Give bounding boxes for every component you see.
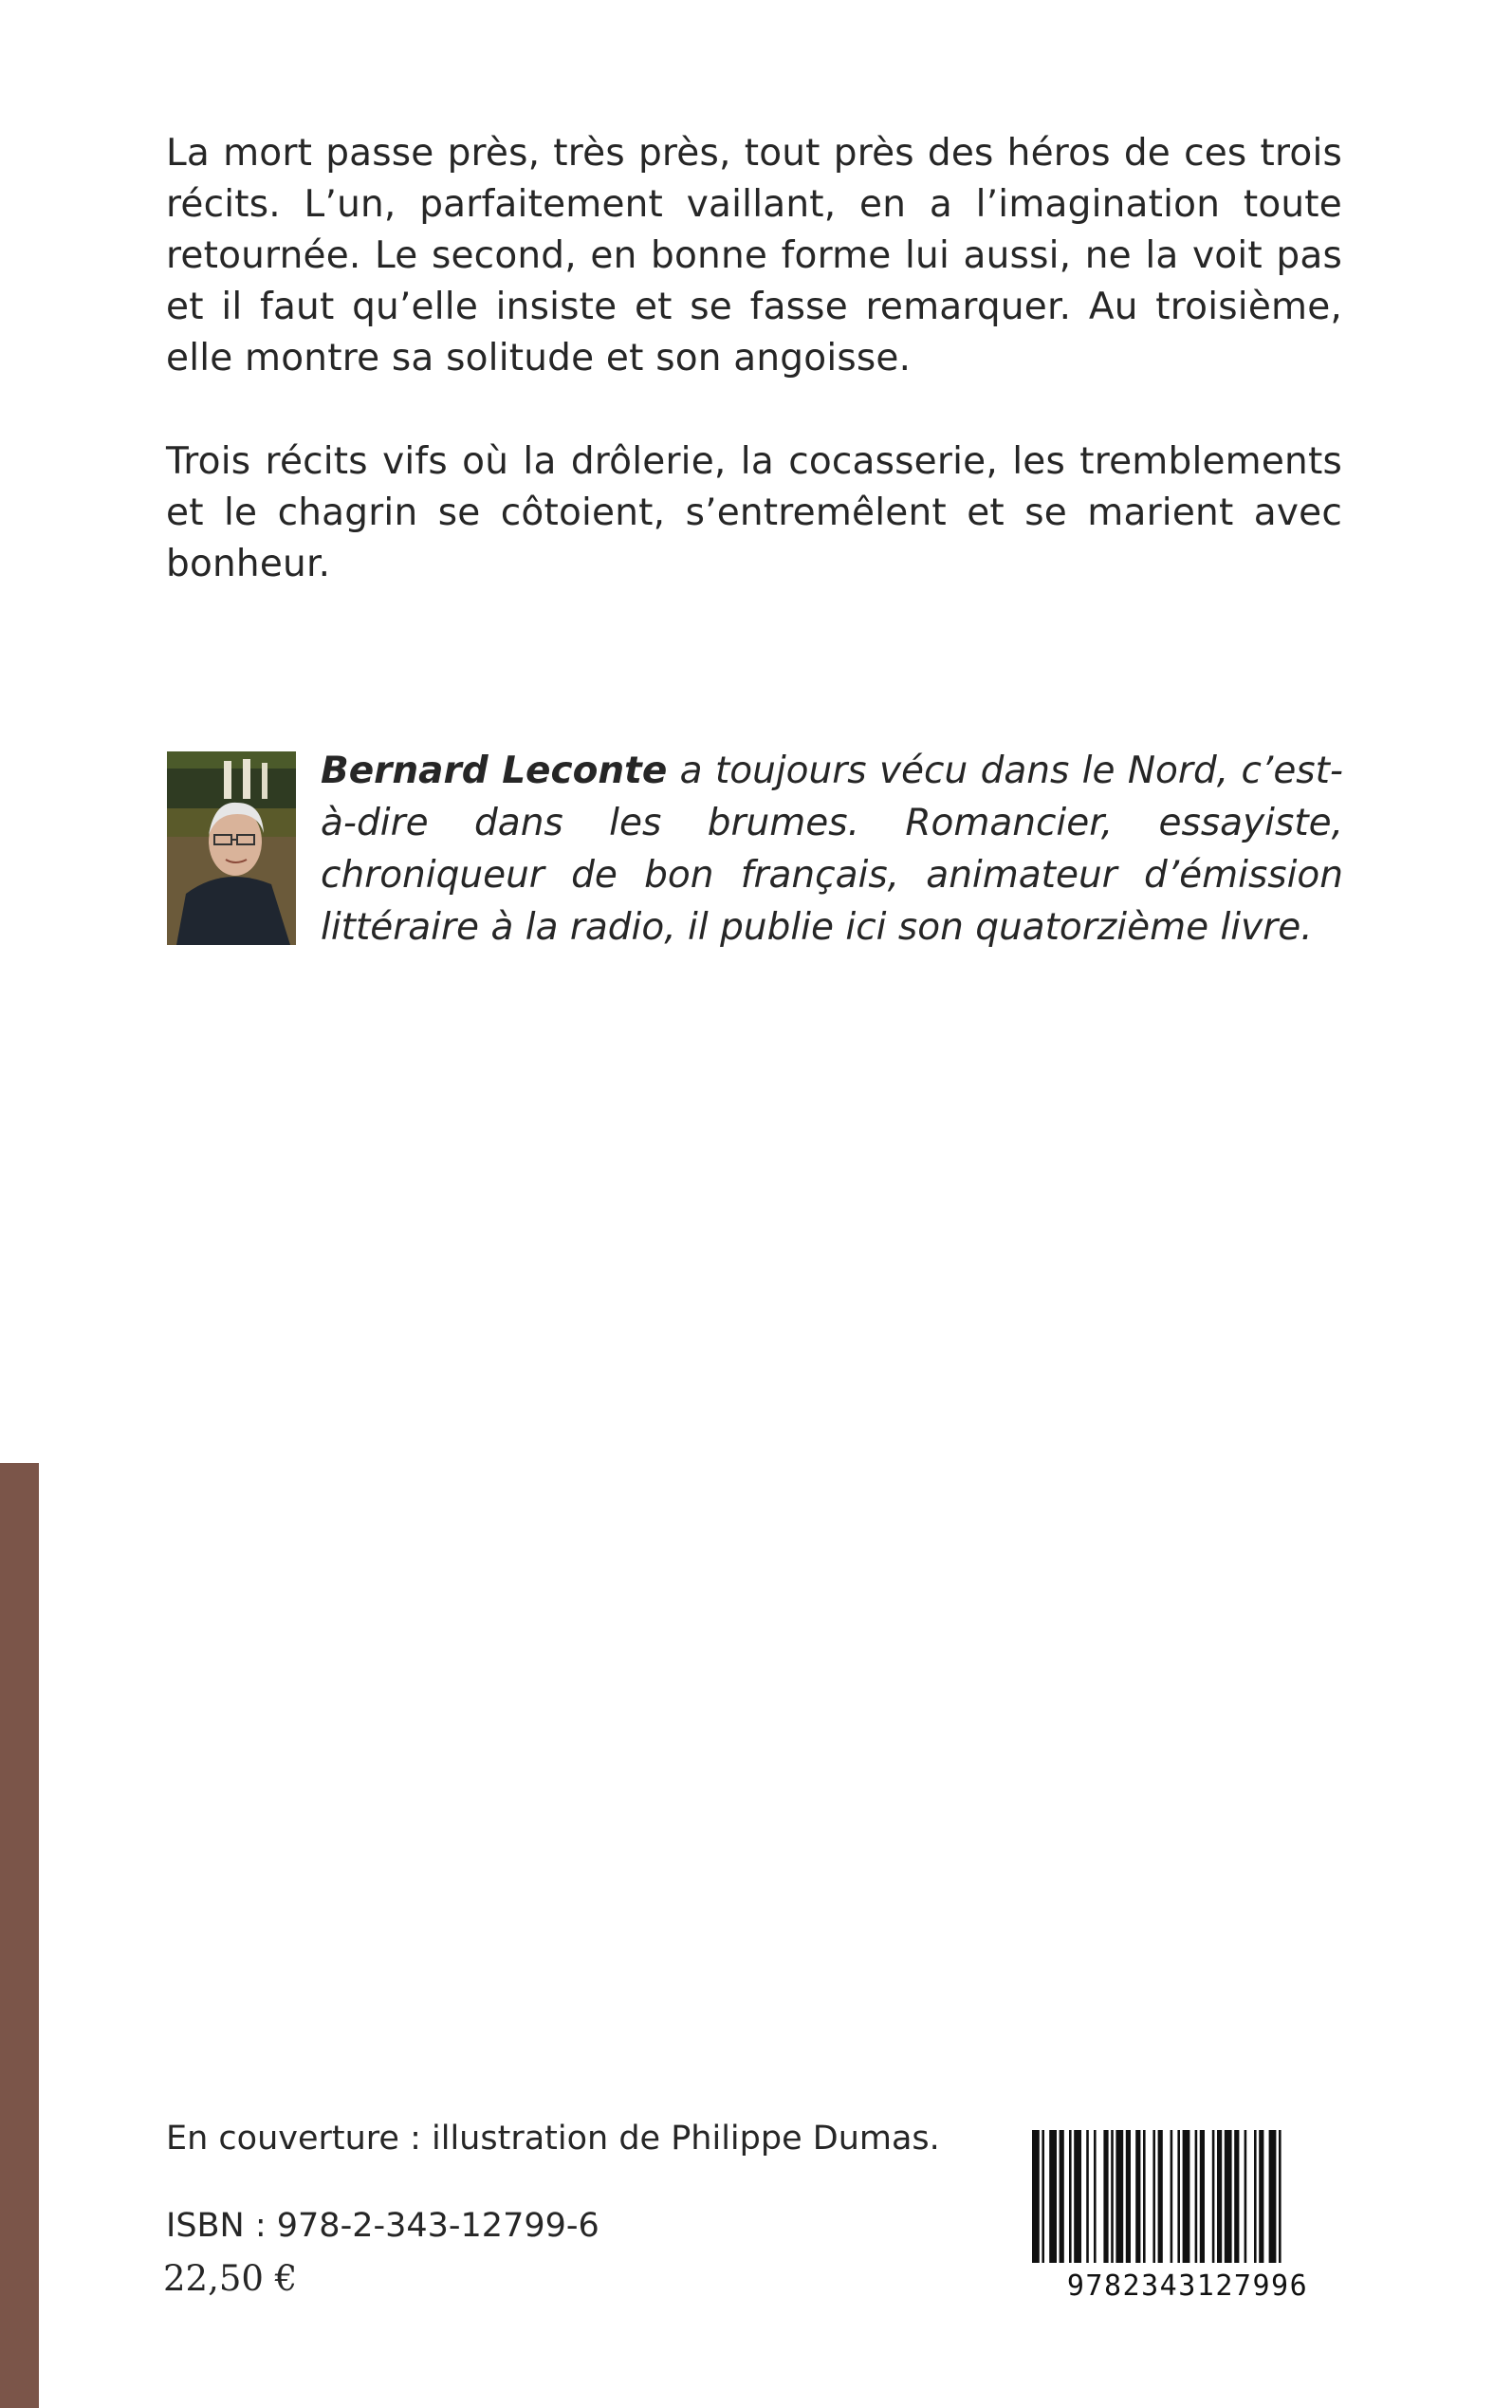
price: 22,50 € [163, 2258, 298, 2299]
barcode-graphic [1026, 2128, 1349, 2299]
cover-credit: En couverture : illustration de Philippe Dumas. [166, 2120, 940, 2158]
author-bio-text: a toujours vécu dans le Nord, c’est-à-dire dans les brumes. Romancier, essayiste, chroniqueur de bon français, animateur d’émission littéraire à la radio, il publie ici son quatorzième livre. [321, 750, 1343, 949]
barcode-digits: 9782343127996 [1066, 2269, 1309, 2299]
author-name: Bernard Leconte [321, 750, 668, 792]
isbn-barcode [1026, 2128, 1349, 2299]
spine-color-strip [0, 1463, 39, 2408]
blurb-paragraph-2: Trois récits vifs où la drôlerie, la cocasserie, les tremblements et le chagrin se côtoient, s’entremêlent et se marient avec bonheur. [166, 440, 1342, 585]
blurb-paragraph-1: La mort passe près, très près, tout près des héros de ces trois récits. L’un, parfaitement vaillant, en a l’imagination toute retournée. Le second, en bonne forme lui aussi, ne la voit pas et il faut qu’elle insiste et se fasse remarquer. Au troisième, elle montre sa solitude et son angoisse. [166, 132, 1342, 380]
barcode-bars [1032, 2130, 1282, 2263]
author-bio [321, 745, 1343, 954]
isbn: ISBN : 978-2-343-12799-6 [166, 2207, 599, 2245]
author-photo [167, 751, 296, 945]
